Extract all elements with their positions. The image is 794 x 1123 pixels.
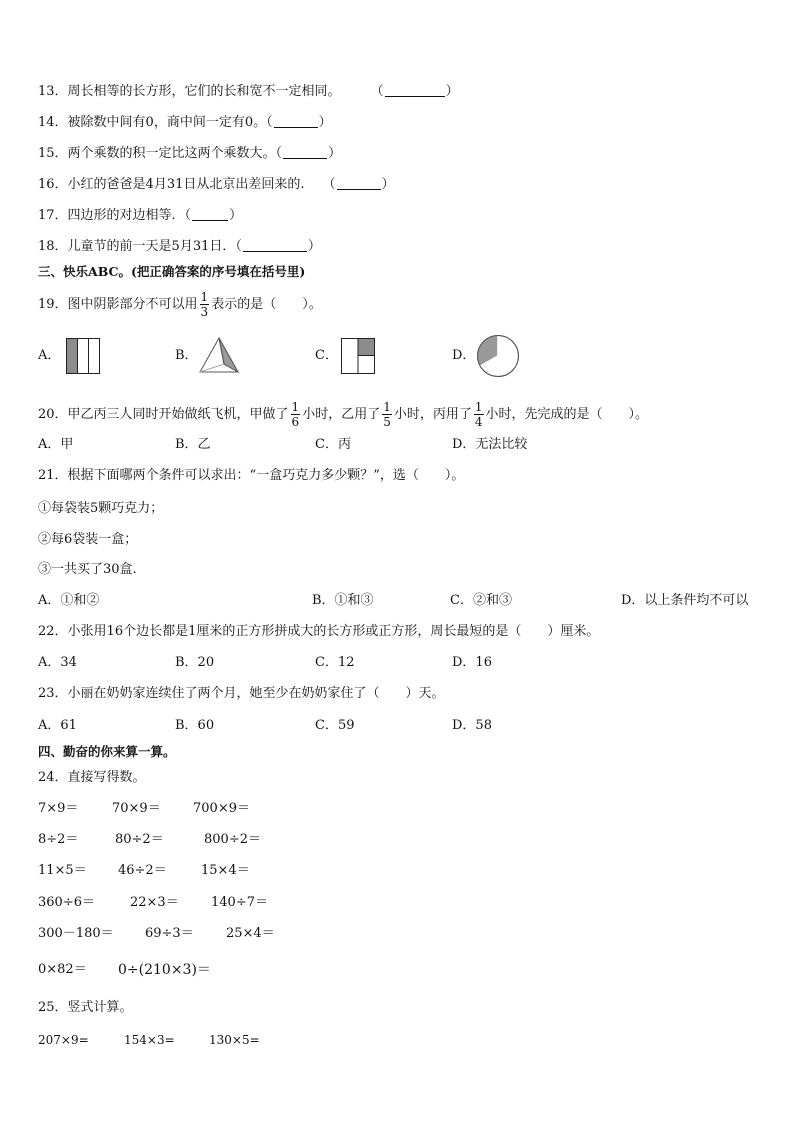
answer-blank[interactable]: [274, 115, 318, 128]
option-a-label[interactable]: A．: [38, 348, 61, 363]
math-item: 8÷2＝: [38, 832, 79, 847]
fraction: $\frac{1}{6}$: [291, 400, 300, 429]
math-item: 0×82＝: [38, 962, 87, 977]
math-item: 140÷7＝: [211, 895, 268, 910]
option-c[interactable]: C．②和③: [450, 593, 512, 608]
option-b[interactable]: B．60: [175, 718, 215, 733]
math-item: 7×9＝: [38, 801, 79, 816]
question-20: 20．甲乙丙三人同时开始做纸飞机，甲做了 $\frac{1}{6}$ 小时，乙用了 $\frac{1}{5}$ 小时，丙用了 $\frac{1}{4}$ 小时，先完成的是（ ）。: [38, 400, 649, 429]
question-21: 21．根据下面哪两个条件可以求出：“一盒巧克力多少颗？”，选（ ）。: [38, 468, 465, 483]
math-item: 700×9＝: [193, 801, 250, 816]
math-item: 11×5＝: [38, 863, 87, 878]
option-d[interactable]: D．无法比较: [452, 437, 528, 452]
option-a[interactable]: A．甲: [38, 437, 74, 452]
option-d[interactable]: D．16: [452, 655, 492, 670]
condition-1: ①每袋装5颗巧克力；: [38, 501, 164, 516]
math-item: 300－180＝: [38, 926, 114, 941]
question-24: 24．直接写得数。: [38, 770, 146, 785]
option-d[interactable]: D．以上条件均不可以: [621, 593, 749, 608]
question-13: 13．周长相等的长方形，它们的长和宽不一定相同。 （ ）: [38, 84, 459, 99]
option-b[interactable]: B．20: [175, 655, 215, 670]
square-quarters-figure: [341, 338, 375, 374]
math-item: 22×3＝: [130, 895, 179, 910]
condition-3: ③一共买了30盒.: [38, 562, 137, 577]
math-item: 800÷2＝: [204, 832, 261, 847]
question-22: 22．小张用16个边长都是1厘米的正方形拼成大的长方形或正方形，周长最短的是（ ）厘米。: [38, 624, 600, 639]
question-25: 25．竖式计算。: [38, 1000, 133, 1015]
option-c[interactable]: C．12: [315, 655, 355, 670]
triangle-figure: [198, 336, 240, 374]
fraction: $\frac{1}{4}$: [474, 400, 483, 429]
rectangle-thirds-figure: [66, 338, 100, 374]
answer-blank[interactable]: [243, 239, 307, 252]
answer-blank[interactable]: [385, 84, 445, 97]
option-d-label[interactable]: D．: [452, 348, 476, 363]
math-item: 130×5=: [209, 1033, 260, 1047]
option-a[interactable]: A．61: [38, 718, 77, 733]
math-item: 360÷6＝: [38, 895, 95, 910]
option-c[interactable]: C．丙: [315, 437, 351, 452]
math-item: 0÷(210×3)＝: [118, 962, 211, 978]
question-19: 19．图中阴影部分不可以用 $\frac{1}{3}$ 表示的是（ ）。: [38, 290, 322, 319]
math-item: 69÷3＝: [145, 926, 194, 941]
option-b[interactable]: B．乙: [175, 437, 211, 452]
math-item: 207×9=: [38, 1033, 89, 1047]
math-item: 46÷2＝: [118, 863, 167, 878]
circle-thirds-figure: [476, 334, 520, 378]
option-a[interactable]: A．34: [38, 655, 77, 670]
section-4-title: 四、勤奋的你来算一算。: [38, 744, 176, 759]
option-a[interactable]: A．①和②: [38, 593, 100, 608]
option-b-label[interactable]: B．: [175, 348, 198, 363]
section-3-title: 三、快乐ABC。(把正确答案的序号填在括号里): [38, 264, 306, 279]
question-18: 18．儿童节的前一天是5月31日．（ ）: [38, 239, 321, 254]
question-16: 16．小红的爸爸是4月31日从北京出差回来的. （ ）: [38, 177, 395, 192]
answer-blank[interactable]: [283, 146, 327, 159]
answer-blank[interactable]: [192, 208, 228, 221]
question-15: 15．两个乘数的积一定比这两个乘数大。（ ）: [38, 146, 342, 161]
option-c[interactable]: C．59: [315, 718, 355, 733]
fraction: $\frac{1}{3}$: [200, 290, 209, 319]
question-17: 17．四边形的对边相等．（ ）: [38, 208, 243, 223]
math-item: 70×9＝: [112, 801, 161, 816]
option-b[interactable]: B．①和③: [312, 593, 374, 608]
question-23: 23．小丽在奶奶家连续住了两个月，她至少在奶奶家住了（ ）天。: [38, 686, 445, 701]
option-d[interactable]: D．58: [452, 718, 492, 733]
answer-blank[interactable]: [337, 177, 381, 190]
question-14: 14．被除数中间有0，商中间一定有0。（ ）: [38, 115, 332, 130]
math-item: 80÷2＝: [115, 832, 164, 847]
math-item: 25×4＝: [226, 926, 275, 941]
math-item: 154×3=: [124, 1033, 175, 1047]
option-c-label[interactable]: C．: [315, 348, 338, 363]
math-item: 15×4＝: [201, 863, 250, 878]
condition-2: ②每6袋装一盒；: [38, 532, 138, 547]
fraction: $\frac{1}{5}$: [383, 400, 391, 429]
